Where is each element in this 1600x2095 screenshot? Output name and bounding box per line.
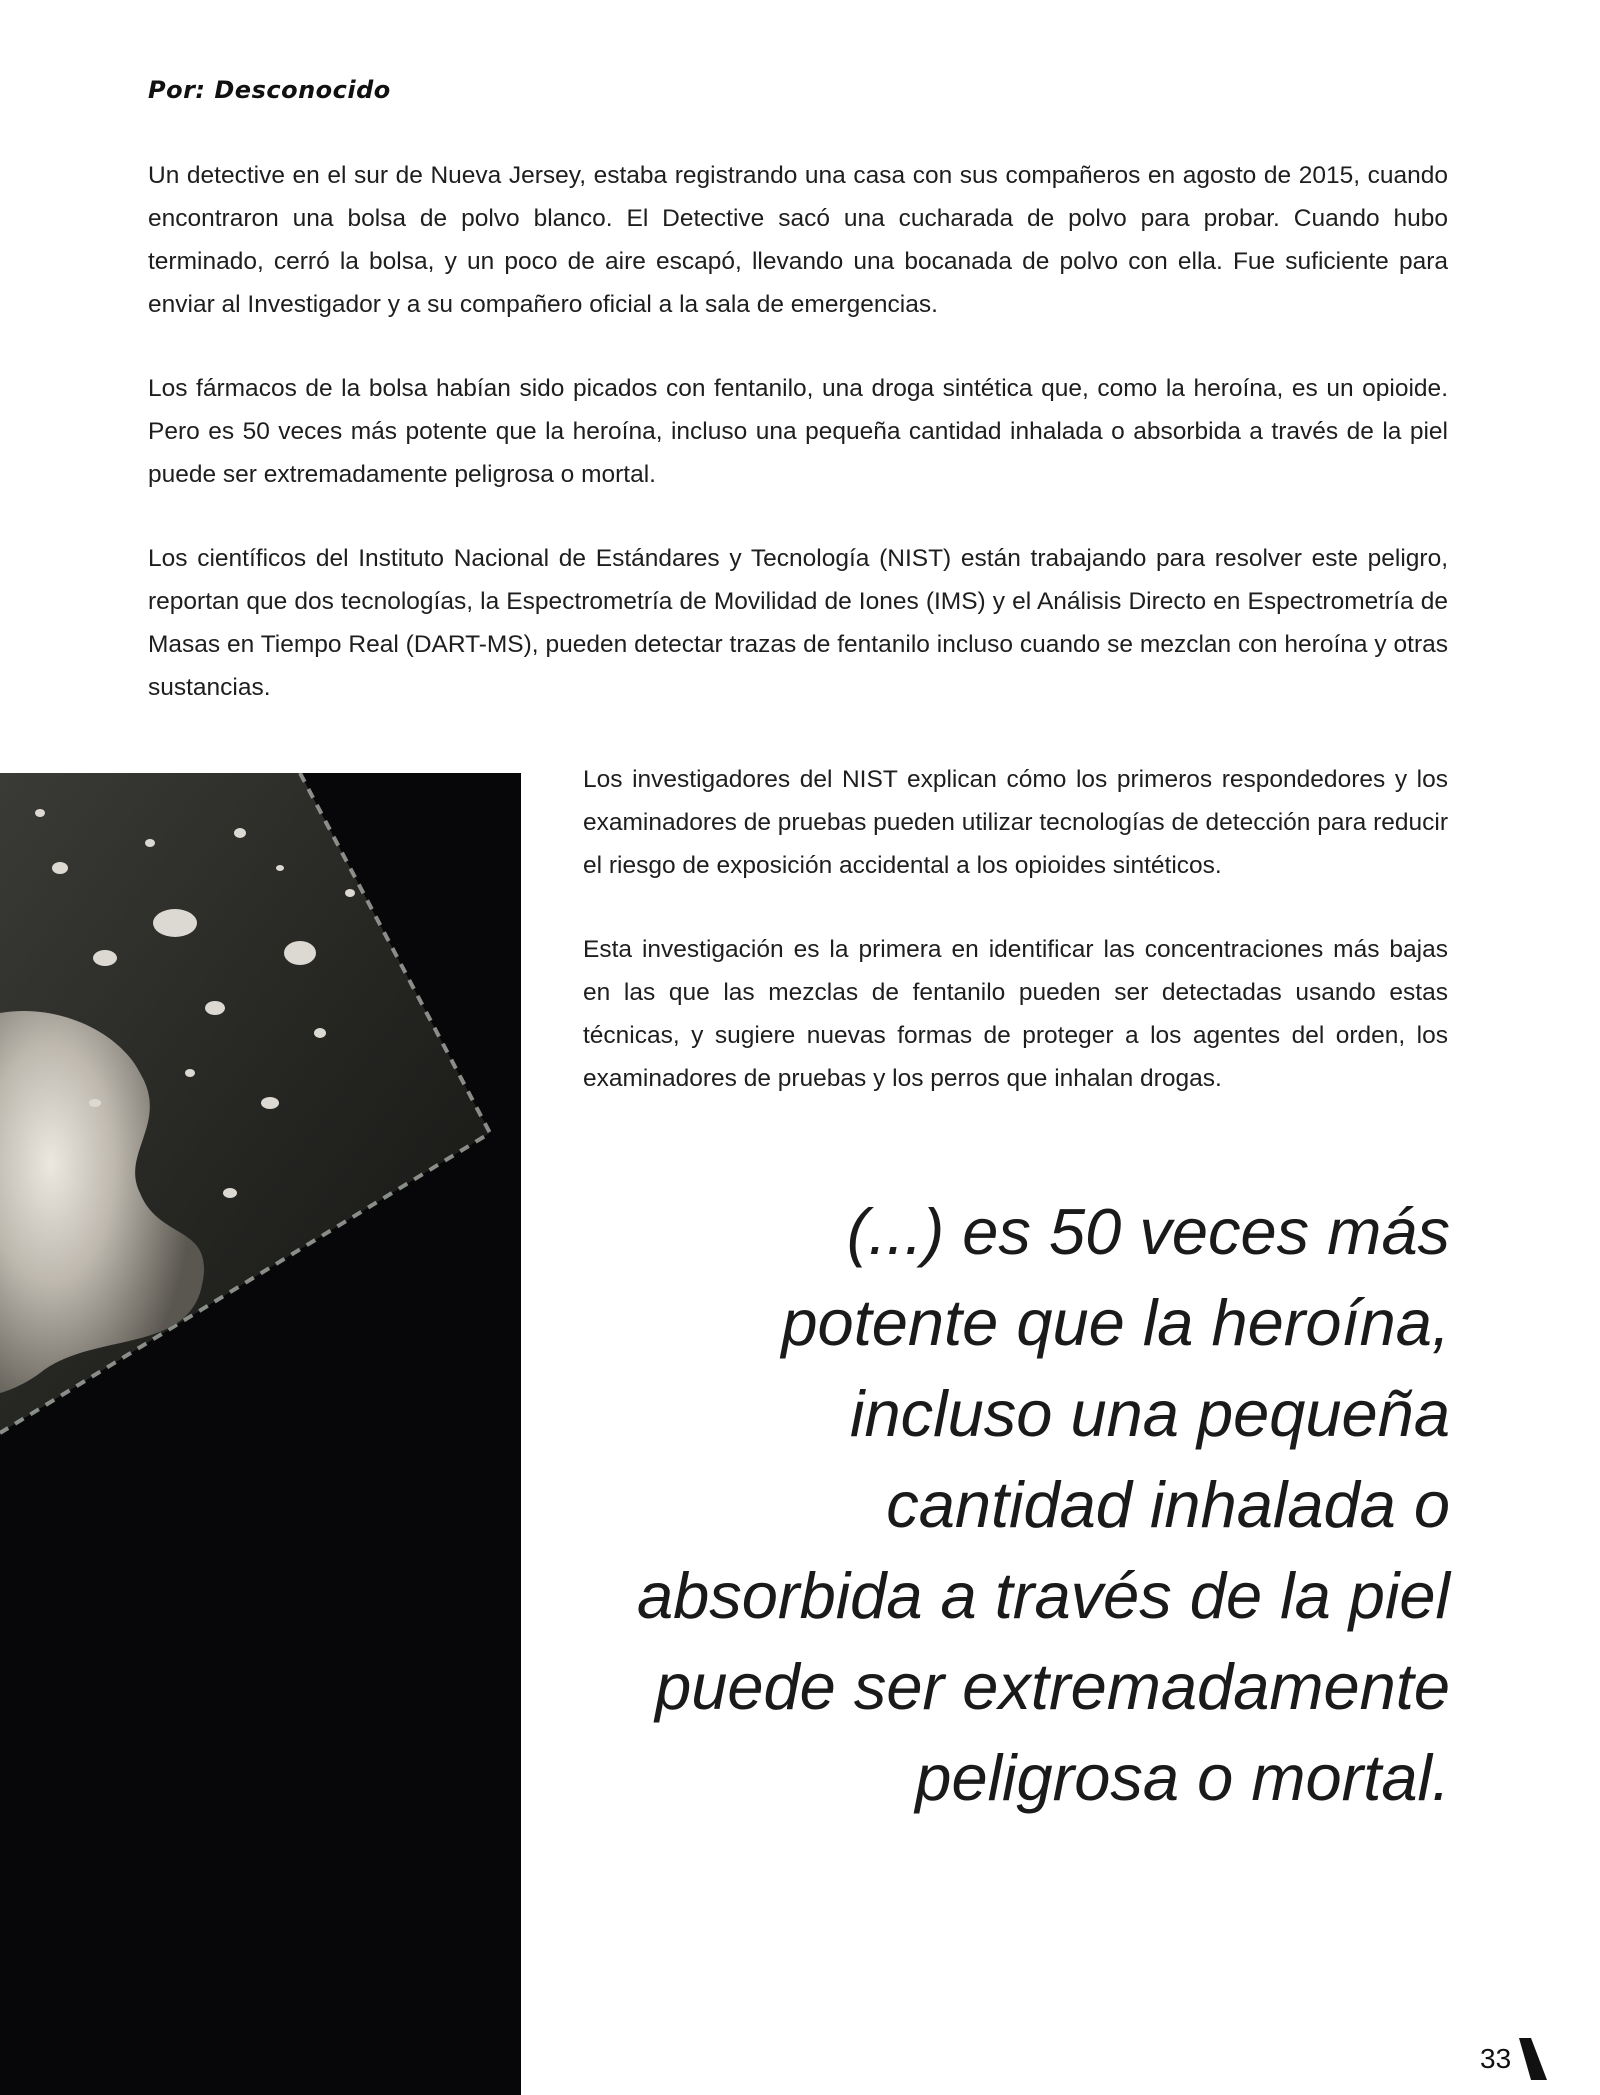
paragraph: Los científicos del Instituto Nacional de Estándares y Tecnología (NIST) están trabajando para resolver este peligro, reportan que dos tecnologías, la Espectrometría de Movilidad de Iones (IMS) y el Análisis Directo en Espectrometría de Masas en Tiempo Real (DART-MS), pueden detectar trazas de fentanilo incluso cuando se mezclan con heroína y otras sustancias. xyxy=(148,545,1448,701)
paragraph: Esta investigación es la primera en identificar las concentraciones más bajas en las que las mezclas de fentanilo pueden ser detectadas usando estas técnicas, y sugiere nuevas formas de proteger a los agentes del orden, los examinadores de pruebas y los perros que inhalan drogas. xyxy=(583,936,1448,1092)
pull-quote-line: cantidad inhalada o xyxy=(886,1468,1450,1541)
paragraph: Un detective en el sur de Nueva Jersey, estaba registrando una casa con sus compañeros en agosto de 2015, cuando encontraron una bolsa de polvo blanco. El Detective sacó una cucharada de polvo para probar. Cuando hubo terminado, cerró la bolsa, y un poco de aire escapó, llevando una bocanada de polvo con ella. Fue suficiente para enviar al Investigador y a su compañero oficial a la sala de emergencias. xyxy=(148,162,1448,318)
pull-quote xyxy=(560,1186,1450,1823)
pull-quote-line: potente que la heroína, xyxy=(781,1286,1450,1359)
side-column xyxy=(583,758,1448,1141)
page-number: 33 xyxy=(1480,2043,1512,2074)
pull-quote-line: (...) es 50 veces más xyxy=(846,1195,1450,1268)
byline: Por: Desconocido xyxy=(148,76,391,104)
page-corner-mark-icon xyxy=(1519,2038,1547,2080)
paragraph: Los investigadores del NIST explican cómo los primeros respondedores y los examinadores de pruebas pueden utilizar tecnologías de detección para reducir el riesgo de exposición accidental a los opioides sintéticos. xyxy=(583,766,1448,879)
pull-quote-line: peligrosa o mortal. xyxy=(915,1741,1450,1814)
photo-illustration xyxy=(0,773,521,2095)
fentanyl-bag-photo xyxy=(0,773,521,2095)
article-body xyxy=(148,154,1448,750)
paragraph: Los fármacos de la bolsa habían sido picados con fentanilo, una droga sintética que, como la heroína, es un opioide. Pero es 50 veces más potente que la heroína, incluso una pequeña cantidad inhalada o absorbida a través de la piel puede ser extremadamente peligrosa o mortal. xyxy=(148,375,1448,488)
pull-quote-line: incluso una pequeña xyxy=(850,1377,1450,1450)
pull-quote-line: absorbida a través de la piel xyxy=(636,1559,1450,1632)
pull-quote-line: puede ser extremadamente xyxy=(655,1650,1450,1723)
page-footer xyxy=(1480,2038,1547,2080)
